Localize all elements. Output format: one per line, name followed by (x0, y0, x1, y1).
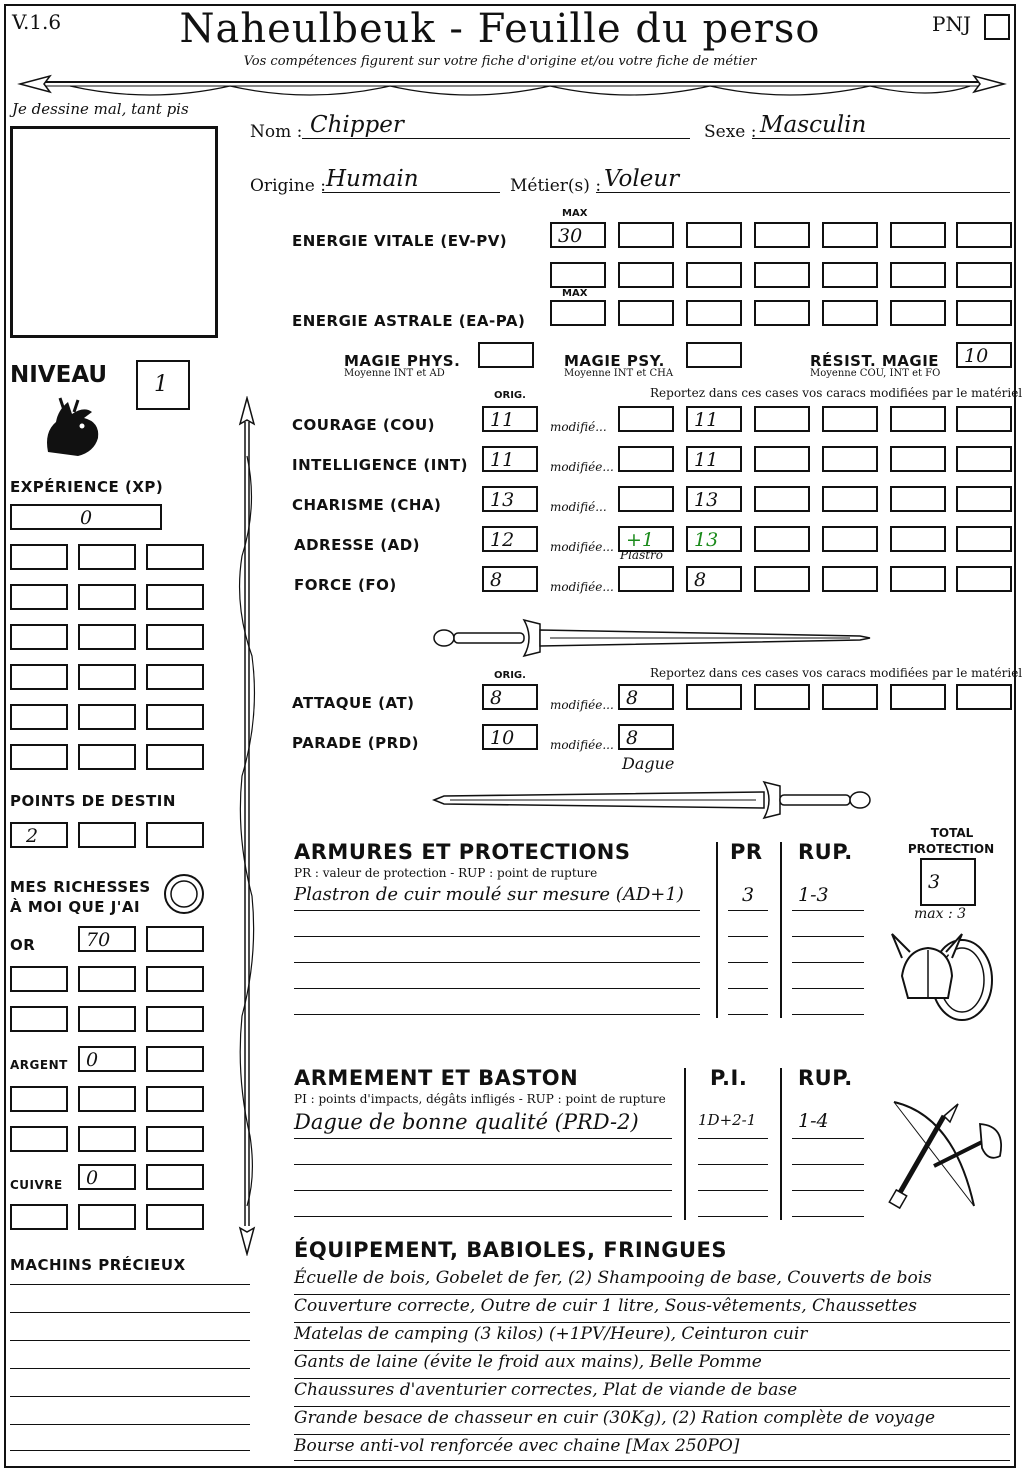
page-subtitle: Vos compétences figurent sur votre fiche d'origine et/ou votre fiche de métier (243, 54, 757, 69)
resist-magie-label: RÉSIST. MAGIE (810, 352, 940, 370)
xp-grid-box[interactable] (78, 584, 136, 610)
armure-rup-field[interactable] (792, 962, 864, 989)
destin-box[interactable]: 2 (10, 822, 68, 848)
equipement-line[interactable]: Écuelle de bois, Gobelet de fer, (2) Shampooing de base, Couverts de bois (294, 1268, 1010, 1295)
attaque-orig-box[interactable]: 8 (482, 684, 538, 710)
adresse-final-box[interactable]: 13 (686, 526, 742, 552)
cuivre-box[interactable] (146, 1164, 204, 1190)
cuivre-label: CUIVRE (10, 1178, 63, 1192)
charisme-box[interactable] (956, 486, 1012, 512)
precieux-line[interactable] (10, 1284, 250, 1285)
xp-grid-box[interactable] (10, 584, 68, 610)
adresse-box[interactable] (754, 526, 810, 552)
charisme-box[interactable] (890, 486, 946, 512)
ea-box[interactable] (890, 300, 946, 326)
armure-pr-field[interactable] (728, 988, 768, 1015)
charisme-mod-label: modifié... (550, 500, 607, 514)
pnj-checkbox[interactable] (984, 14, 1010, 40)
ea-box[interactable] (822, 300, 878, 326)
attaque-box[interactable] (754, 684, 810, 710)
adresse-box[interactable] (822, 526, 878, 552)
equipement-line[interactable]: Matelas de camping (3 kilos) (+1PV/Heure), Ceinturon cuir (294, 1324, 1010, 1351)
ea-box[interactable] (686, 300, 742, 326)
xp-grid-box[interactable] (10, 624, 68, 650)
courage-mod-box[interactable] (618, 406, 674, 432)
charisme-orig-box[interactable]: 13 (482, 486, 538, 512)
destin-label: POINTS DE DESTIN (10, 792, 176, 810)
metier-label: Métier(s) : (510, 176, 602, 196)
max-protection-note: max : 3 (914, 906, 967, 922)
adresse-box[interactable] (890, 526, 946, 552)
ev-box[interactable] (822, 222, 878, 248)
ev-box[interactable] (822, 262, 878, 288)
metier-field[interactable]: Voleur (596, 166, 1010, 193)
total-protection-label-2: PROTECTION (907, 842, 995, 856)
portrait-caption: Je dessine mal, tant pis (12, 100, 189, 118)
arme-pi-field[interactable] (698, 1138, 768, 1165)
xp-grid-box[interactable] (78, 744, 136, 770)
courage-box[interactable] (890, 406, 946, 432)
courage-mod-label: modifié... (550, 420, 607, 434)
richesses-label-1: MES RICHESSES (10, 878, 151, 896)
total-protection-label-1: TOTAL (930, 826, 974, 840)
intelligence-box[interactable] (890, 446, 946, 472)
xp-grid-box[interactable] (10, 664, 68, 690)
ev-box[interactable] (686, 222, 742, 248)
magie-psy-box[interactable] (686, 342, 742, 368)
adresse-box[interactable] (956, 526, 1012, 552)
or-box[interactable] (146, 966, 204, 992)
attaque-label: ATTAQUE (AT) (292, 694, 415, 712)
origine-field[interactable]: Humain (322, 166, 500, 193)
niveau-label: NIVEAU (10, 362, 108, 388)
armures-divider (716, 842, 718, 1018)
equipement-title: ÉQUIPEMENT, BABIOLES, FRINGUES (294, 1238, 727, 1262)
argent-box[interactable] (10, 1126, 68, 1152)
intelligence-orig-box[interactable]: 11 (482, 446, 538, 472)
force-orig-box[interactable]: 8 (482, 566, 538, 592)
armure-pr-field[interactable] (728, 910, 768, 937)
precieux-line[interactable] (10, 1424, 250, 1425)
courage-box[interactable] (754, 406, 810, 432)
attaque-mod-label: modifiée... (550, 698, 614, 712)
ea-box[interactable] (618, 300, 674, 326)
charisme-box[interactable] (754, 486, 810, 512)
intelligence-box[interactable] (956, 446, 1012, 472)
force-mod-label: modifiée... (550, 580, 614, 594)
or-box[interactable] (78, 1006, 136, 1032)
armement-rup-header: RUP. (798, 1066, 853, 1090)
dragon-icon (38, 392, 108, 462)
force-box[interactable] (890, 566, 946, 592)
equipement-line[interactable]: Gants de laine (évite le froid aux mains), Belle Pomme (294, 1352, 1010, 1379)
adresse-orig-box[interactable]: 12 (482, 526, 538, 552)
courage-orig-box[interactable]: 11 (482, 406, 538, 432)
xp-grid-box[interactable] (146, 584, 204, 610)
force-box[interactable] (754, 566, 810, 592)
force-box[interactable] (956, 566, 1012, 592)
precieux-line[interactable] (10, 1450, 250, 1451)
attaque-box[interactable] (686, 684, 742, 710)
spear-icon (232, 396, 262, 1256)
argent-box[interactable] (78, 1126, 136, 1152)
or-box[interactable] (146, 926, 204, 952)
arme-name-field[interactable] (294, 1138, 672, 1165)
armement-divider (780, 1068, 782, 1220)
precieux-line[interactable] (10, 1340, 250, 1341)
argent-box[interactable] (78, 1086, 136, 1112)
equipement-line[interactable]: Grande besace de chasseur en cuir (30Kg), (2) Ration complète de voyage (294, 1408, 1010, 1435)
intelligence-label: INTELLIGENCE (INT) (292, 456, 468, 474)
cuivre-box[interactable] (10, 1204, 68, 1230)
courage-box[interactable] (956, 406, 1012, 432)
or-box[interactable] (10, 1006, 68, 1032)
charisme-final-box[interactable]: 13 (686, 486, 742, 512)
attaque-box[interactable] (822, 684, 878, 710)
arme-pi-field[interactable] (698, 1164, 768, 1191)
adresse-mod-label: modifiée... (550, 540, 614, 554)
armure-rup-field[interactable] (792, 988, 864, 1015)
magie-psy-sub: Moyenne INT et CHA (564, 368, 674, 379)
arme-name-field[interactable] (294, 1190, 672, 1217)
intelligence-mod-label: modifiée... (550, 460, 614, 474)
or-box[interactable]: 70 (78, 926, 136, 952)
nom-label: Nom : (250, 122, 303, 142)
intelligence-box[interactable] (754, 446, 810, 472)
helmet-shield-icon (888, 928, 1000, 1024)
combat-note: Reportez dans ces cases vos caracs modifiées par le matériel (650, 666, 1023, 680)
courage-final-box[interactable]: 11 (686, 406, 742, 432)
ev-box[interactable] (890, 222, 946, 248)
argent-box[interactable] (146, 1126, 204, 1152)
parade-orig-box[interactable]: 10 (482, 724, 538, 750)
xp-grid-box[interactable] (10, 544, 68, 570)
or-label: OR (10, 936, 36, 954)
xp-grid-box[interactable] (146, 544, 204, 570)
ev-box[interactable] (618, 262, 674, 288)
spear-divider-icon (10, 68, 1014, 102)
combat-orig-label: ORIG. (494, 670, 526, 681)
version-label: V.1.6 (12, 10, 62, 34)
xp-grid-box[interactable] (146, 664, 204, 690)
parade-mod-box[interactable]: 8 (618, 724, 674, 750)
xp-grid-box[interactable] (10, 744, 68, 770)
arme-rup-field[interactable]: 1-4 (792, 1110, 864, 1139)
arme-rup-field[interactable] (792, 1138, 864, 1165)
xp-grid-box[interactable] (146, 704, 204, 730)
or-box[interactable] (146, 1006, 204, 1032)
armure-rup-field[interactable] (792, 936, 864, 963)
pr-header: PR (730, 840, 763, 864)
intelligence-final-box[interactable]: 11 (686, 446, 742, 472)
xp-grid-box[interactable] (146, 744, 204, 770)
pnj-label: PNJ (932, 12, 971, 36)
armure-name-field[interactable] (294, 988, 700, 1015)
attaque-mod-box[interactable]: 8 (618, 684, 674, 710)
rup-header: RUP. (798, 840, 853, 864)
equipement-line[interactable]: Couverture correcte, Outre de cuir 1 litre, Sous-vêtements, Chaussettes (294, 1296, 1010, 1323)
armures-sub: PR : valeur de protection - RUP : point de rupture (294, 866, 598, 880)
ev-label: ENERGIE VITALE (EV-PV) (292, 232, 508, 250)
argent-box[interactable] (146, 1086, 204, 1112)
magie-phys-label: MAGIE PHYS. (344, 352, 461, 370)
ev-box[interactable] (550, 262, 606, 288)
arme-name-field[interactable]: Dague de bonne qualité (PRD-2) (294, 1110, 672, 1139)
adresse-label: ADRESSE (AD) (294, 536, 421, 554)
cuivre-box[interactable] (78, 1204, 136, 1230)
ev-box[interactable] (754, 222, 810, 248)
force-label: FORCE (FO) (294, 576, 397, 594)
armure-name-field[interactable] (294, 936, 700, 963)
ea-box[interactable] (956, 300, 1012, 326)
armure-pr-field[interactable] (728, 962, 768, 989)
equipement-line[interactable]: Chaussures d'aventurier correctes, Plat de viande de base (294, 1380, 1010, 1407)
ev-max-label: MAX (562, 208, 588, 219)
ev-max-box[interactable]: 30 (550, 222, 606, 248)
attaque-box[interactable] (956, 684, 1012, 710)
or-box[interactable] (78, 966, 136, 992)
armure-pr-field[interactable] (728, 936, 768, 963)
page-title: Naheulbeuk - Feuille du perso (179, 6, 821, 52)
argent-box[interactable] (146, 1046, 204, 1072)
argent-box[interactable]: 0 (78, 1046, 136, 1072)
force-final-box[interactable]: 8 (686, 566, 742, 592)
ea-label: ENERGIE ASTRALE (EA-PA) (292, 312, 526, 330)
origine-label: Origine : (250, 176, 326, 196)
adresse-mod-note: Plastro (620, 548, 664, 562)
xp-grid-box[interactable] (78, 544, 136, 570)
precieux-line[interactable] (10, 1368, 250, 1369)
ev-box[interactable] (618, 222, 674, 248)
resist-magie-box[interactable]: 10 (956, 342, 1012, 368)
xp-grid-box[interactable] (78, 704, 136, 730)
precieux-line[interactable] (10, 1396, 250, 1397)
parade-label: PARADE (PRD) (292, 734, 420, 752)
courage-box[interactable] (822, 406, 878, 432)
coin-icon (162, 872, 206, 916)
arme-pi-field[interactable] (698, 1190, 768, 1217)
pi-header: P.I. (710, 1066, 748, 1090)
precieux-line[interactable] (10, 1312, 250, 1313)
xp-grid-box[interactable] (78, 624, 136, 650)
charisme-label: CHARISME (CHA) (292, 496, 442, 514)
arme-name-field[interactable] (294, 1164, 672, 1191)
portrait-box[interactable] (10, 126, 218, 338)
parade-mod-label: modifiée... (550, 738, 614, 752)
armure-name-field[interactable] (294, 910, 700, 937)
xp-grid-box[interactable] (146, 624, 204, 650)
ea-max-label: MAX (562, 288, 588, 299)
charisme-box[interactable] (822, 486, 878, 512)
ea-box[interactable] (754, 300, 810, 326)
richesses-label-2: À MOI QUE J'AI (10, 898, 141, 916)
sexe-field[interactable]: Masculin (752, 112, 1010, 139)
ev-box[interactable] (754, 262, 810, 288)
ev-box[interactable] (890, 262, 946, 288)
armures-divider (780, 842, 782, 1018)
resist-magie-sub: Moyenne COU, INT et FO (810, 368, 941, 379)
adresse-mod-box[interactable]: +1 (618, 526, 674, 552)
xp-box[interactable]: 0 (10, 504, 162, 530)
weapons-icon (884, 1096, 1008, 1216)
armement-sub: PI : points d'impacts, dégâts infligés - RUP : point de rupture (294, 1092, 666, 1106)
armure-rup-field[interactable]: 1-3 (792, 884, 864, 911)
niveau-box[interactable]: 1 (136, 360, 190, 410)
cuivre-box[interactable]: 0 (78, 1164, 136, 1190)
xp-grid-box[interactable] (78, 664, 136, 690)
courage-label: COURAGE (COU) (292, 416, 436, 434)
arme-rup-field[interactable] (792, 1164, 864, 1191)
ea-max-box[interactable] (550, 300, 606, 326)
precieux-label: MACHINS PRÉCIEUX (10, 1256, 186, 1274)
sword-icon (430, 614, 874, 662)
orig-label: ORIG. (494, 390, 526, 401)
armement-title: ARMEMENT ET BASTON (294, 1066, 579, 1090)
intelligence-box[interactable] (822, 446, 878, 472)
or-box[interactable] (10, 966, 68, 992)
arme-rup-field[interactable] (792, 1190, 864, 1217)
armure-pr-field[interactable]: 3 (728, 884, 768, 911)
equipement-line[interactable]: Bourse anti-vol renforcée avec chaine [Max 250PO] (294, 1436, 1010, 1461)
attaque-box[interactable] (890, 684, 946, 710)
armure-rup-field[interactable] (792, 910, 864, 937)
weapon-note: Dague (622, 754, 675, 773)
magie-phys-box[interactable] (478, 342, 534, 368)
sword-icon (430, 776, 874, 824)
armure-name-field[interactable] (294, 962, 700, 989)
nom-field[interactable]: Chipper (302, 112, 690, 139)
sexe-label: Sexe : (704, 122, 757, 142)
xp-label: EXPÉRIENCE (XP) (10, 478, 164, 496)
destin-box[interactable] (78, 822, 136, 848)
ev-box[interactable] (686, 262, 742, 288)
ev-box[interactable] (956, 222, 1012, 248)
cuivre-box[interactable] (146, 1204, 204, 1230)
arme-pi-field[interactable]: 1D+2-1 (698, 1110, 768, 1139)
charisme-mod-box[interactable] (618, 486, 674, 512)
magie-psy-label: MAGIE PSY. (564, 352, 665, 370)
destin-box[interactable] (146, 822, 204, 848)
force-box[interactable] (822, 566, 878, 592)
carac-note: Reportez dans ces cases vos caracs modifiées par le matériel (650, 386, 1023, 400)
xp-grid-box[interactable] (10, 704, 68, 730)
armures-title: ARMURES ET PROTECTIONS (294, 840, 631, 864)
intelligence-mod-box[interactable] (618, 446, 674, 472)
argent-label: ARGENT (10, 1058, 68, 1072)
total-protection-box[interactable]: 3 (920, 858, 976, 906)
ev-box[interactable] (956, 262, 1012, 288)
force-mod-box[interactable] (618, 566, 674, 592)
armure-name-field[interactable]: Plastron de cuir moulé sur mesure (AD+1) (294, 884, 700, 911)
magie-phys-sub: Moyenne INT et AD (344, 368, 445, 379)
argent-box[interactable] (10, 1086, 68, 1112)
armement-divider (684, 1068, 686, 1220)
